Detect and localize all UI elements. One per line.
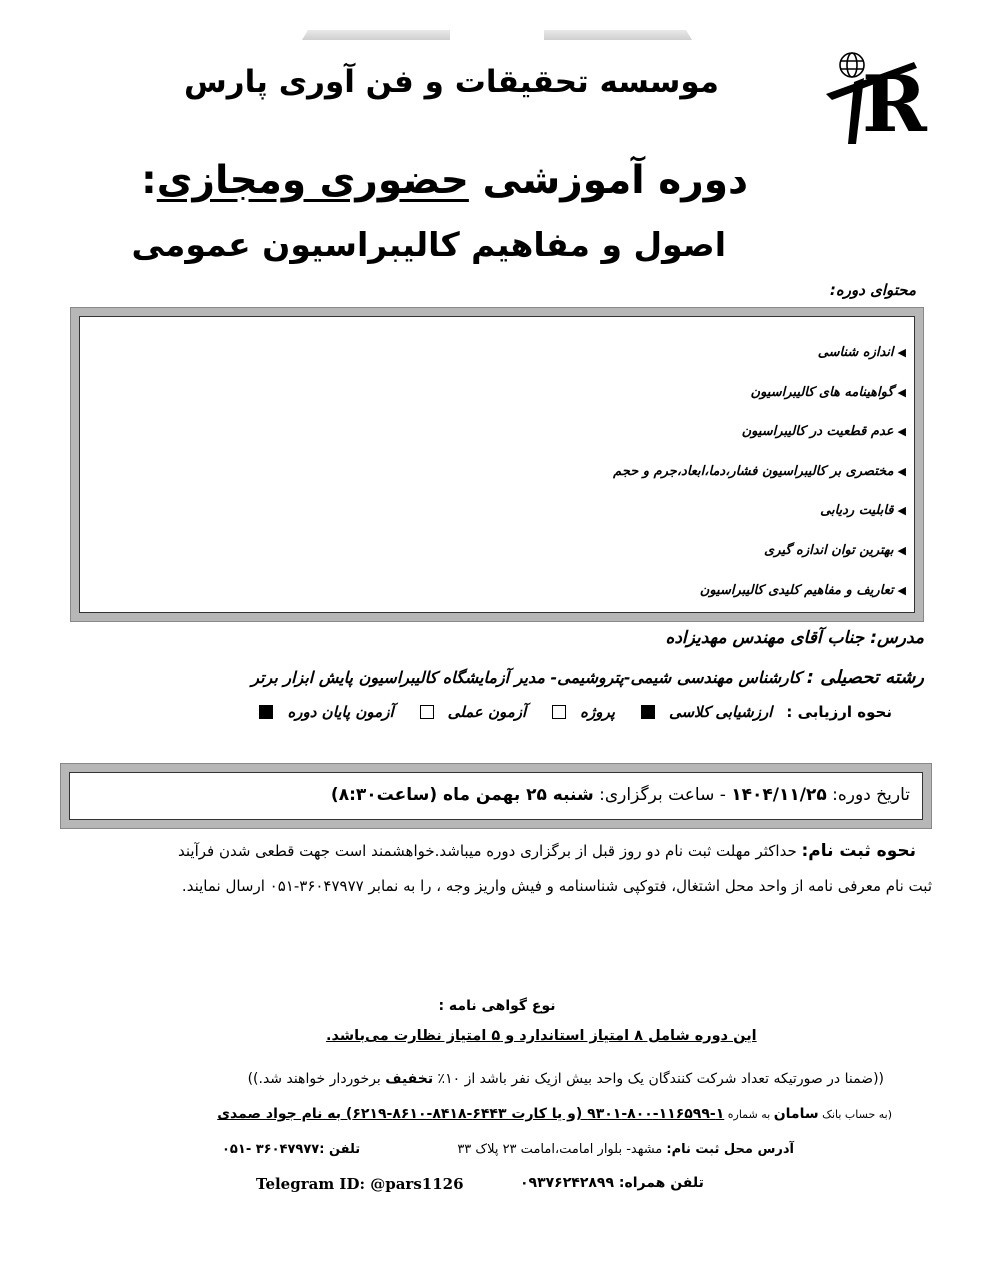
certificate-body: این دوره شامل ۸ امتیاز استاندارد و ۵ امتیاز نظارت می‌باشد. (326, 1028, 757, 1044)
arrow-bullet-icon: ◀ (897, 543, 906, 557)
course-type-heading (141, 158, 748, 203)
registration-label: نحوه ثبت نام: (801, 841, 916, 861)
topic-item: ◀عدم قطعیت در کالیبراسیون (741, 424, 906, 440)
course-title: اصول و مفاهیم کالیبراسیون عمومی (131, 225, 726, 264)
course-content-label: محتوای دوره: (829, 281, 916, 299)
course-type-mode: حضوری ومجازی (156, 158, 469, 203)
checkbox-checked-icon (641, 705, 655, 719)
topic-item: ◀قابلیت ردیابی (820, 503, 906, 519)
schedule-inner (69, 772, 923, 820)
topic-item: ◀بهترین توان اندازه گیری (764, 542, 906, 558)
arrow-bullet-icon: ◀ (897, 425, 906, 439)
evaluation-option-final-exam: آزمون پایان دوره (259, 703, 393, 721)
phone-number: تلفن :۳۶۰۴۷۹۷۷ -۰۵۱ (222, 1142, 361, 1157)
registration-line-2: ثبت نام معرفی نامه از واحد محل اشتغال، فتوکپی شناسنامه و فیش واریز وجه ، را به نمابر ۳۶۰۴۷۹۷۷-۰۵۱ ارسال نمایند. (181, 877, 932, 895)
schedule-box (60, 763, 932, 829)
institute-logo (818, 48, 930, 148)
arrow-bullet-icon: ◀ (897, 583, 906, 597)
course-time: شنبه ۲۵ بهمن ماه (ساعت۸:۳۰) (330, 785, 594, 805)
course-content-box (70, 307, 924, 622)
checkbox-empty-icon (420, 705, 434, 719)
topic-item: ◀تعاریف و مفاهیم کلیدی کالیبراسیون (699, 582, 906, 598)
checkbox-checked-icon (259, 705, 273, 719)
topics-list (613, 343, 906, 620)
evaluation-row (233, 703, 892, 721)
arrow-bullet-icon: ◀ (897, 346, 906, 359)
arrow-bullet-icon: ◀ (897, 464, 906, 478)
top-decor-bar-left (302, 30, 450, 40)
telegram-id: Telegram ID: @pars1126 (256, 1175, 464, 1193)
arrow-bullet-icon: ◀ (897, 385, 906, 399)
evaluation-option-project: پروژه (552, 703, 615, 721)
mobile-number: تلفن همراه: ۰۹۳۷۶۲۴۲۸۹۹ (520, 1175, 704, 1191)
institute-name: موسسه تحقیقات و فن آوری پارس (184, 64, 719, 100)
evaluation-option-class: ارزشیابی کلاسی (641, 703, 772, 721)
address-label: آدرس محل ثبت نام: (666, 1142, 794, 1157)
discount-note: ((ضمنا در صورتیکه تعداد شرکت کنندگان یک واحد بیش ازیک نفر باشد از ۱۰٪ تخفیف برخوردار خواهند شد.)) (247, 1071, 884, 1087)
topic-item: ◀اندازه شناسی (817, 345, 906, 360)
instructor-field (251, 667, 924, 688)
instructor-line: مدرس: جناب آقای مهندس مهدیزاده (665, 628, 924, 648)
course-type-colon: : (141, 158, 157, 203)
bank-account-line: (به حساب بانک سامان به شماره ۱-۱۱۶۵۹۹-۸۰۰-۹۳۰۱ (و یا کارت ۶۴۴۳-۸۴۱۸-۸۶۱۰-۶۲۱۹) به نام جواد صمدی (217, 1106, 892, 1122)
course-type-prefix: دوره آموزشی (482, 158, 748, 203)
topic-item: ◀گواهینامه های کالیبراسیون (750, 384, 906, 400)
schedule-text: تاریخ دوره: ۱۴۰۴/۱۱/۲۵ - ساعت برگزاری: شنبه ۲۵ بهمن ماه (ساعت۸:۳۰) (330, 785, 910, 805)
field-label: رشته تحصیلی : (806, 667, 924, 688)
field-text: کارشناس مهندسی شیمی-پتروشیمی- مدیر آزمایشگاه کالیبراسیون پایش ابزار برتر (251, 668, 807, 687)
evaluation-label: نحوه ارزیابی : (786, 703, 892, 721)
logo-letter-r: R (862, 59, 927, 150)
certificate-title: نوع گواهی نامه : (438, 998, 556, 1014)
course-date: ۱۴۰۴/۱۱/۲۵ (731, 785, 827, 805)
topic-item: ◀مختصری بر کالیبراسیون فشار،دما،ابعاد،جرم و حجم (613, 463, 906, 479)
arrow-bullet-icon: ◀ (897, 504, 906, 518)
address-line: آدرس محل ثبت نام: مشهد- بلوار امامت،امامت ۲۳ پلاک ۳۳ (457, 1142, 794, 1157)
evaluation-option-practical: آزمون عملی (420, 703, 527, 721)
bank-account-number: ۱-۱۱۶۵۹۹-۸۰۰-۹۳۰۱ (و یا کارت ۶۴۴۳-۸۴۱۸-۸۶۱۰-۶۲۱۹) به نام جواد صمدی (217, 1106, 725, 1122)
bank-name: سامان (773, 1106, 819, 1122)
checkbox-empty-icon (552, 705, 566, 719)
registration-line-1: نحوه ثبت نام: حداکثر مهلت ثبت نام دو روز قبل از برگزاری دوره میباشد.خواهشمند است جهت قطعی شدن فرآیند (178, 841, 916, 861)
top-decor-bar-right (544, 30, 692, 40)
course-content-inner (79, 316, 915, 613)
